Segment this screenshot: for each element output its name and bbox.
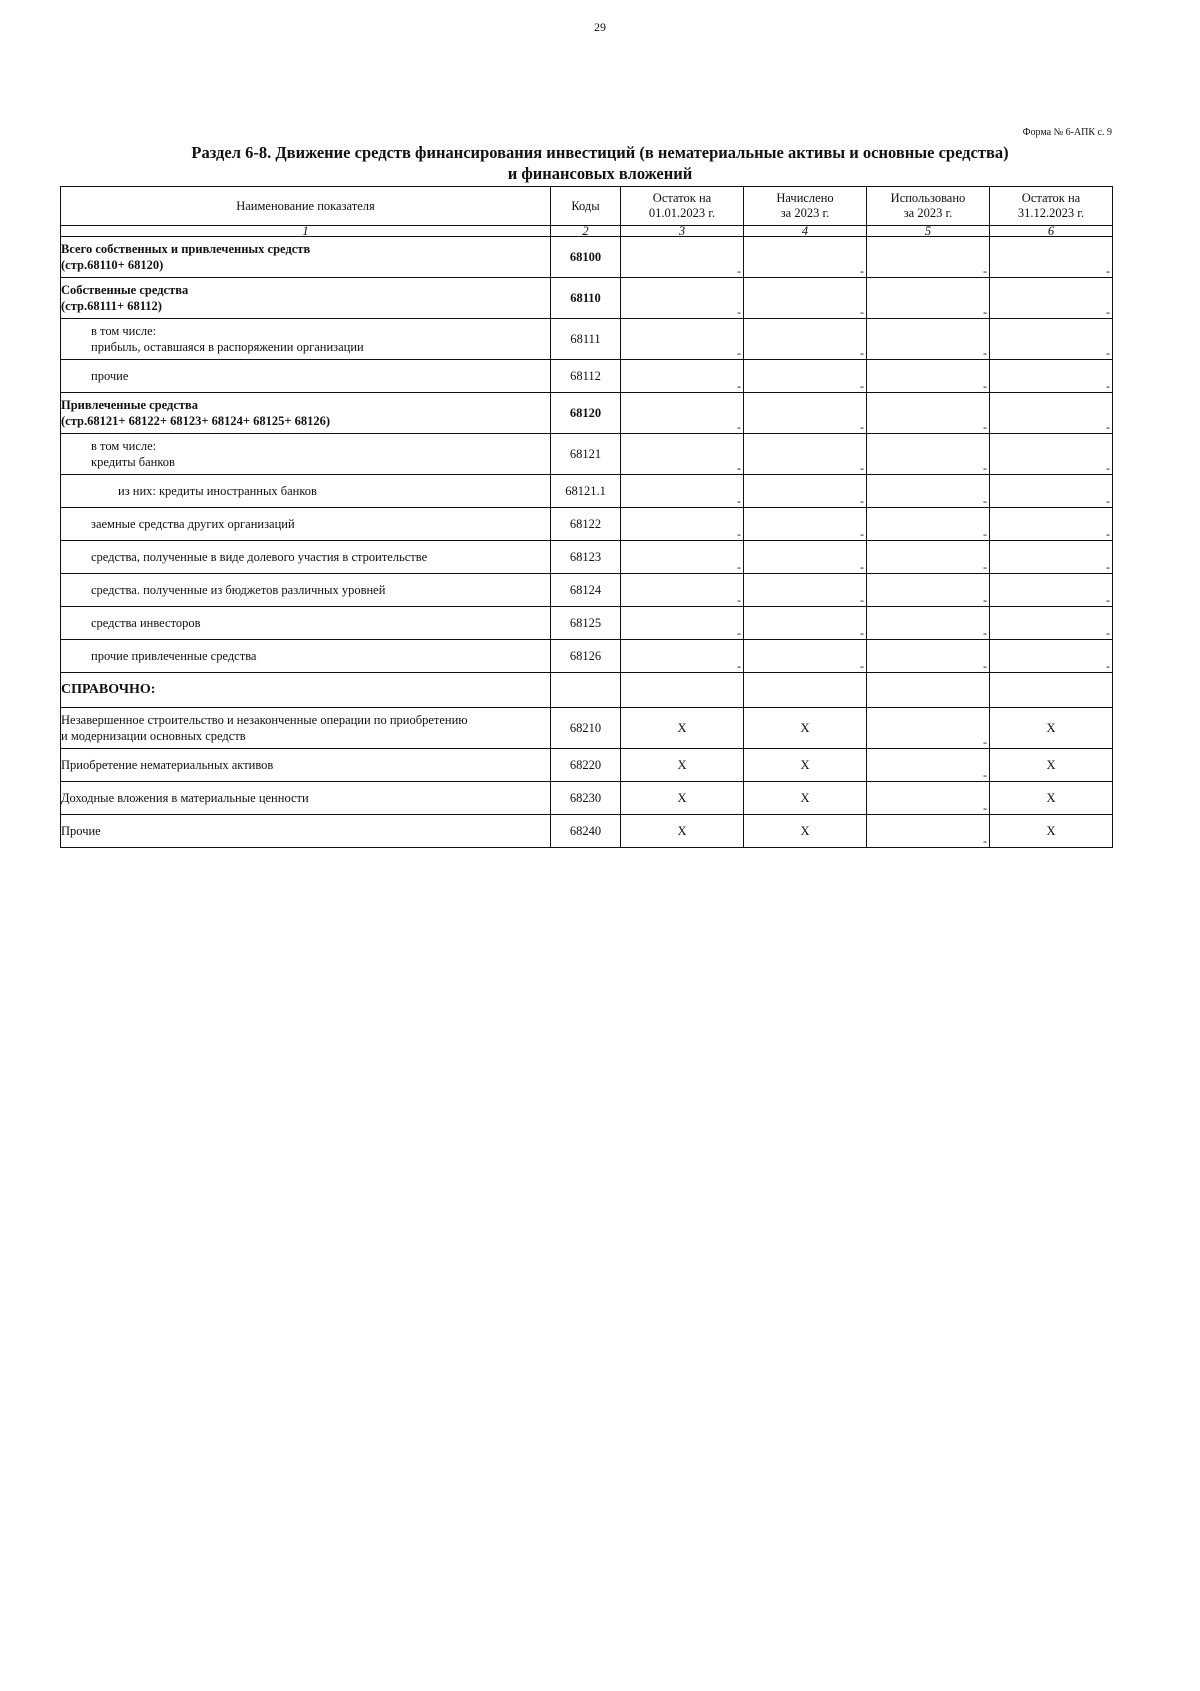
value-cell: - <box>990 319 1113 360</box>
value-cell: - <box>990 434 1113 475</box>
row-code: 68111 <box>551 319 621 360</box>
value-cell: - <box>621 319 744 360</box>
value-cell: X <box>744 749 867 782</box>
value-cell: - <box>621 640 744 673</box>
section-title <box>60 142 1140 184</box>
table-row <box>61 708 1113 749</box>
column-header-code: Коды <box>551 187 621 226</box>
investment-financing-table <box>60 186 1113 848</box>
value-cell: - <box>867 640 990 673</box>
value-cell: - <box>990 508 1113 541</box>
page-number: 29 <box>594 20 606 34</box>
value-cell: X <box>990 708 1113 749</box>
row-label: Прочие <box>61 815 551 848</box>
value-cell: - <box>867 434 990 475</box>
value-cell: - <box>867 475 990 508</box>
column-number-row <box>61 226 1113 237</box>
value-cell: - <box>867 541 990 574</box>
row-label: Собственные средства (стр.68111+ 68112) <box>61 278 551 319</box>
value-cell: X <box>990 782 1113 815</box>
value-cell <box>990 673 1113 708</box>
row-code: 68121 <box>551 434 621 475</box>
value-cell: - <box>867 393 990 434</box>
table-row <box>61 475 1113 508</box>
row-code: 68220 <box>551 749 621 782</box>
value-cell: - <box>990 607 1113 640</box>
value-cell: - <box>867 278 990 319</box>
table-row <box>61 541 1113 574</box>
row-label: средства. полученные из бюджетов различных уровней <box>61 574 551 607</box>
row-label: средства, полученные в виде долевого участия в строительстве <box>61 541 551 574</box>
value-cell: X <box>621 782 744 815</box>
value-cell: - <box>621 475 744 508</box>
value-cell: - <box>621 574 744 607</box>
row-label: в том числе: кредиты банков <box>61 434 551 475</box>
row-code: 68125 <box>551 607 621 640</box>
column-number: 1 <box>61 226 551 237</box>
column-header-name: Наименование показателя <box>61 187 551 226</box>
value-cell: X <box>744 708 867 749</box>
value-cell: - <box>990 360 1113 393</box>
value-cell: - <box>744 574 867 607</box>
column-number: 5 <box>867 226 990 237</box>
value-cell: - <box>744 508 867 541</box>
value-cell: - <box>990 278 1113 319</box>
column-number: 2 <box>551 226 621 237</box>
value-cell: - <box>990 574 1113 607</box>
value-cell: X <box>990 815 1113 848</box>
table-row <box>61 278 1113 319</box>
table-row <box>61 749 1113 782</box>
value-cell: X <box>621 708 744 749</box>
value-cell <box>744 673 867 708</box>
section-title-line2: и финансовых вложений <box>507 164 693 183</box>
table-row <box>61 607 1113 640</box>
value-cell: - <box>744 360 867 393</box>
value-cell: - <box>621 278 744 319</box>
section-title-line1: Раздел 6-8. Движение средств финансирования инвестиций (в нематериальные активы и основные средства) <box>191 143 1009 162</box>
value-cell: - <box>744 541 867 574</box>
row-code: 68210 <box>551 708 621 749</box>
row-label: заемные средства других организаций <box>61 508 551 541</box>
value-cell: - <box>744 640 867 673</box>
value-cell: - <box>867 607 990 640</box>
column-header-balance-end: Остаток на 31.12.2023 г. <box>990 187 1113 226</box>
row-label: из них: кредиты иностранных банков <box>61 475 551 508</box>
value-cell: - <box>990 237 1113 278</box>
row-code: 68126 <box>551 640 621 673</box>
value-cell: - <box>744 278 867 319</box>
value-cell: - <box>867 782 990 815</box>
row-code: 68123 <box>551 541 621 574</box>
value-cell: - <box>621 434 744 475</box>
value-cell: - <box>867 360 990 393</box>
column-header-accrued: Начислено за 2023 г. <box>744 187 867 226</box>
row-code: 68230 <box>551 782 621 815</box>
table-row <box>61 640 1113 673</box>
table-row <box>61 393 1113 434</box>
table-row <box>61 434 1113 475</box>
row-code: 68120 <box>551 393 621 434</box>
row-code: 68240 <box>551 815 621 848</box>
column-header-used: Использовано за 2023 г. <box>867 187 990 226</box>
value-cell: - <box>744 237 867 278</box>
row-code: 68122 <box>551 508 621 541</box>
value-cell: - <box>621 541 744 574</box>
row-label: прочие <box>61 360 551 393</box>
value-cell <box>621 673 744 708</box>
reference-section-row <box>61 673 1113 708</box>
form-code: Форма № 6-АПК с. 9 <box>1022 127 1112 138</box>
row-label: Доходные вложения в материальные ценности <box>61 782 551 815</box>
table-row <box>61 508 1113 541</box>
column-number: 3 <box>621 226 744 237</box>
row-label: в том числе: прибыль, оставшаяся в распоряжении организации <box>61 319 551 360</box>
value-cell: - <box>621 360 744 393</box>
row-code <box>551 673 621 708</box>
table-row <box>61 360 1113 393</box>
column-header-balance-start: Остаток на 01.01.2023 г. <box>621 187 744 226</box>
row-label: Всего собственных и привлеченных средств (стр.68110+ 68120) <box>61 237 551 278</box>
row-label: средства инвесторов <box>61 607 551 640</box>
value-cell: - <box>744 319 867 360</box>
value-cell: - <box>867 508 990 541</box>
value-cell: - <box>744 607 867 640</box>
value-cell: - <box>867 749 990 782</box>
table-row <box>61 815 1113 848</box>
value-cell: - <box>621 393 744 434</box>
value-cell: - <box>990 640 1113 673</box>
row-code: 68124 <box>551 574 621 607</box>
column-number: 6 <box>990 226 1113 237</box>
value-cell <box>867 673 990 708</box>
value-cell: - <box>990 393 1113 434</box>
value-cell: - <box>990 475 1113 508</box>
value-cell: - <box>621 607 744 640</box>
value-cell: X <box>621 749 744 782</box>
value-cell: X <box>990 749 1113 782</box>
row-label: Приобретение нематериальных активов <box>61 749 551 782</box>
table-row <box>61 237 1113 278</box>
row-code: 68100 <box>551 237 621 278</box>
value-cell: - <box>744 434 867 475</box>
value-cell: - <box>621 237 744 278</box>
value-cell: - <box>621 508 744 541</box>
table-row <box>61 782 1113 815</box>
row-code: 68110 <box>551 278 621 319</box>
column-number: 4 <box>744 226 867 237</box>
row-code: 68112 <box>551 360 621 393</box>
row-code: 68121.1 <box>551 475 621 508</box>
value-cell: X <box>621 815 744 848</box>
reference-section-label: СПРАВОЧНО: <box>61 673 551 708</box>
value-cell: X <box>744 815 867 848</box>
value-cell: - <box>867 319 990 360</box>
value-cell: - <box>867 708 990 749</box>
value-cell: - <box>990 541 1113 574</box>
value-cell: - <box>867 815 990 848</box>
row-label: Незавершенное строительство и незаконченные операции по приобретению и модернизации основных средств <box>61 708 551 749</box>
value-cell: - <box>867 574 990 607</box>
table-header-row <box>61 187 1113 226</box>
row-label: прочие привлеченные средства <box>61 640 551 673</box>
value-cell: X <box>744 782 867 815</box>
table-row <box>61 319 1113 360</box>
value-cell: - <box>744 393 867 434</box>
value-cell: - <box>867 237 990 278</box>
value-cell: - <box>744 475 867 508</box>
row-label: Привлеченные средства (стр.68121+ 68122+ 68123+ 68124+ 68125+ 68126) <box>61 393 551 434</box>
table-row <box>61 574 1113 607</box>
